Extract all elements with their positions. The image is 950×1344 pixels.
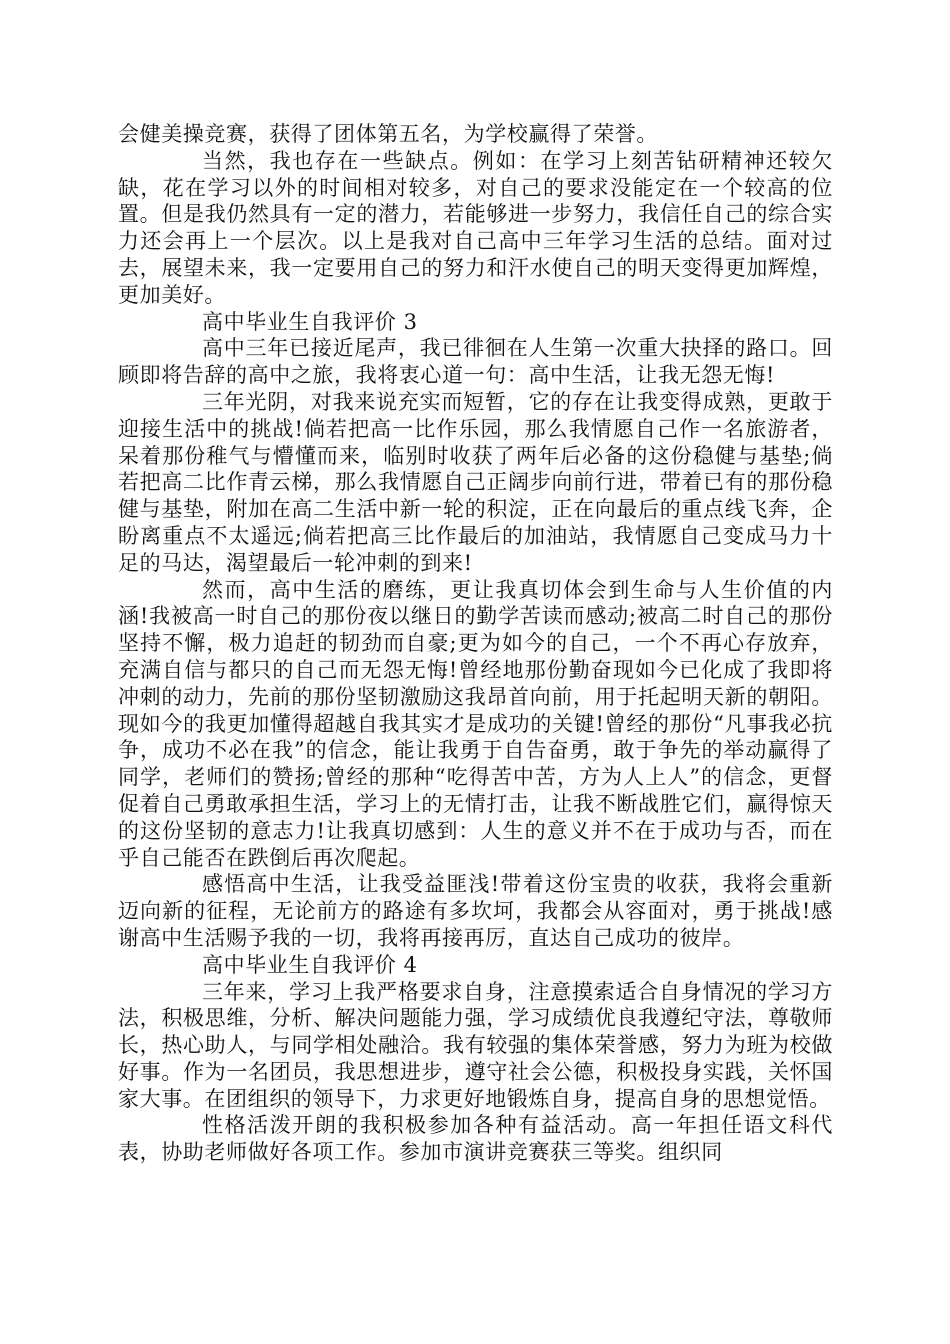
document-body	[118, 121, 833, 1166]
paragraph-7: 三年来，学习上我严格要求自身，注意摸索适合自身情况的学习方法，积极思维，分析、解决问题能力强，学习成绩优良我遵纪守法，尊敬师长，热心助人，与同学相处融洽。我有较强的集体荣誉感，努力为班为校做好事。作为一名团员，我思想进步，遵守社会公德，积极投身实践，关怀国家大事。在团组织的领导下，力求更好地锻炼自身，提高自身的思想觉悟。	[118, 979, 833, 1111]
paragraph-4: 三年光阴，对我来说充实而短暂，它的存在让我变得成熟，更敢于迎接生活中的挑战!倘若把高一比作乐园，那么我情愿自己作一名旅游者，呆着那份稚气与懵懂而来，临别时收获了两年后必备的这份稳健与基垫;倘若把高二比作青云梯，那么我情愿自己正阔步向前行进，带着已有的那份稳健与基垫，附加在高二生活中新一轮的积淀，正在向最后的重点线飞奔，企盼离重点不太遥远;倘若把高三比作最后的加油站，我情愿自己变成马力十足的马达，渴望最后一轮冲刺的到来!	[118, 389, 833, 575]
section-heading-4: 高中毕业生自我评价 4	[202, 952, 418, 977]
paragraph-3: 高中三年已接近尾声，我已徘徊在人生第一次重大抉择的路口。回顾即将告辞的高中之旅，我将衷心道一句：高中生活，让我无怨无悔!	[118, 336, 833, 388]
paragraph-6: 感悟高中生活，让我受益匪浅!带着这份宝贵的收获，我将会重新迈向新的征程，无论前方的路途有多坎坷，我都会从容面对，勇于挑战!感谢高中生活赐予我的一切，我将再接再厉，直达自己成功的彼岸。	[118, 872, 833, 950]
paragraph-8: 性格活泼开朗的我积极参加各种有益活动。高一年担任语文科代表，协助老师做好各项工作。参加市演讲竞赛获三等奖。组织同	[118, 1113, 833, 1165]
section-heading-3: 高中毕业生自我评价 3	[202, 309, 418, 334]
paragraph-2: 当然，我也存在一些缺点。例如：在学习上刻苦钻研精神还较欠缺，花在学习以外的时间相对较多，对自己的要求没能定在一个较高的位置。但是我仍然具有一定的潜力，若能够进一步努力，我信任自己的综合实力还会再上一个层次。以上是我对自己高中三年学习生活的总结。面对过去，展望未来，我一定要用自己的努力和汗水使自己的明天变得更加辉煌，更加美好。	[118, 148, 833, 307]
paragraph-5: 然而，高中生活的磨练，更让我真切体会到生命与人生价值的内涵!我被高一时自己的那份夜以继日的勤学苦读而感动;被高二时自己的那份坚持不懈，极力追赶的韧劲而自豪;更为如今的自己，一个不再心存放弃，充满自信与都只的自己而无怨无悔!曾经地那份勤奋现如今已化成了我即将冲刺的动力，先前的那份坚韧激励这我昂首向前，用于托起明天新的朝阳。现如今的我更加懂得超越自我其实才是成功的关键!曾经的那份“凡事我必抗争，成功不必在我”的信念，能让我勇于自告奋勇，敢于争先的举动赢得了同学，老师们的赞扬;曾经的那种“吃得苦中苦，方为人上人”的信念，更督促着自己勇敢承担生活，学习上的无情打击，让我不断战胜它们，赢得惊天的这份坚韧的意志力!让我真切感到：人生的意义并不在于成功与否，而在乎自己能否在跌倒后再次爬起。	[118, 577, 833, 870]
paragraph-1: 会健美操竞赛，获得了团体第五名，为学校赢得了荣誉。	[118, 122, 658, 146]
